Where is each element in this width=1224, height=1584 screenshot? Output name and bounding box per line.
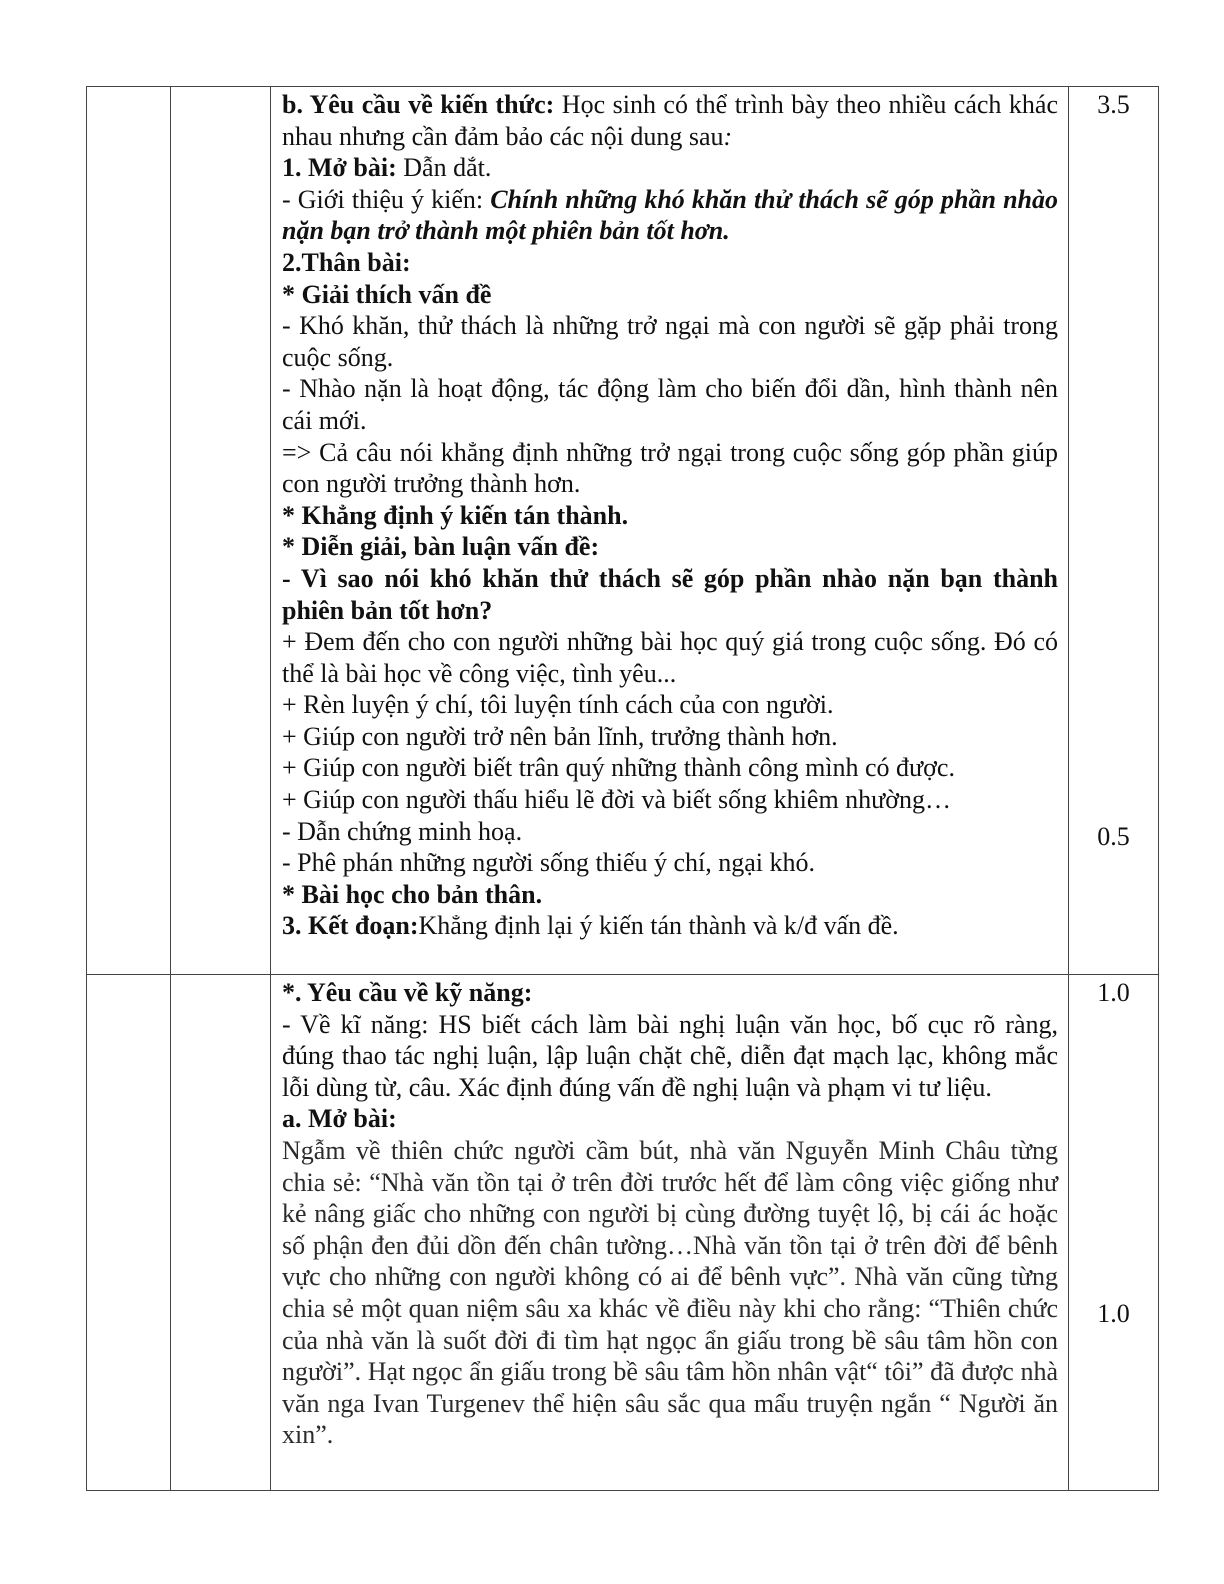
- score-cell: [1069, 87, 1159, 975]
- than-bai-heading: 2.Thân bài:: [282, 247, 411, 277]
- empty-cell: [171, 975, 271, 1491]
- ca-cau-line: => Cả câu nói khẳng định những trở ngại trong cuộc sống góp phần giúp con người trưởng thành hơn.: [282, 437, 1058, 499]
- phe-phan-line: - Phê phán những người sống thiếu ý chí, ngại khó.: [282, 848, 815, 878]
- skill-requirement-text: - Về kĩ năng: HS biết cách làm bài nghị luận văn học, bố cục rõ ràng, đúng thao tác nghị luận, lập luận chặt chẽ, diễn đạt mạch lạc, không mắc lỗi dùng từ, câu. Xác định đúng vấn đề nghị luận và phạm vi tư liệu.: [282, 1009, 1058, 1102]
- ket-doan-text: Khẳng định lại ý kiến tán thành và k/đ vấn đề.: [418, 911, 899, 941]
- dien-giai-heading: * Diễn giải, bàn luận vấn đề:: [282, 532, 600, 562]
- mo-bai-heading: a. Mở bài:: [282, 1104, 397, 1134]
- knowledge-label: b. Yêu cầu về kiến thức:: [282, 90, 555, 119]
- knowledge-colon: :: [723, 121, 733, 151]
- list-item: + Rèn luyện ý chí, tôi luyện tính cách của con người.: [282, 690, 834, 720]
- vi-sao-heading: - Vì sao nói khó khăn thử thách sẽ góp phần nhào nặn bạn thành phiên bản tốt hơn?: [282, 563, 1058, 625]
- gioi-thieu: [282, 184, 1058, 247]
- list-item: + Giúp con người biết trân quý những thành công mình có được.: [282, 753, 955, 783]
- khang-dinh-heading: * Khẳng định ý kiến tán thành.: [282, 500, 629, 530]
- ket-doan-label: 3. Kết đoạn:: [282, 911, 419, 941]
- ket-doan: [282, 910, 1058, 942]
- skill-requirement-heading: *. Yêu cầu về kỹ năng:: [282, 978, 533, 1007]
- kho-khan-line: - Khó khăn, thử thách là những trở ngại mà con người sẽ gặp phải trong cuộc sống.: [282, 311, 1058, 372]
- bai-hoc-heading: * Bài học cho bản thân.: [282, 879, 543, 909]
- mo-bai-paragraph: Ngẫm về thiên chức người cầm bút, nhà văn Nguyễn Minh Châu từng chia sẻ: “Nhà văn tồn tại ở trên đời trước hết để làm công việc giống như kẻ nâng giấc cho những con người bị cùng đường tuyệt lộ, bị cái ác hoặc số phận đen đủi dồn đến chân tường…Nhà văn tồn tại ở trên đời để bênh vực cho những con người không có ai để bênh vực”. Nhà văn cũng từng chia sẻ một quan niệm sâu xa khác về điều này khi cho rằng: “Thiên chức của nhà văn là suốt đời đi tìm hạt ngọc ẩn giấu trong bề sâu tâm hồn con người”. Hạt ngọc ẩn giấu trong bề sâu tâm hồn nhân vật“ tôi” đã được nhà văn nga Ivan Turgenev thể hiện sâu sắc qua mẩu truyện ngắn “ Người ăn xin”.: [282, 1135, 1058, 1450]
- score-value: 1.0: [1097, 1299, 1130, 1328]
- gioi-thieu-quote: Chính những khó khăn thử thách sẽ góp phần nhào nặn bạn trở thành một phiên bản tốt hơn.: [282, 184, 1058, 246]
- score-value: 1.0: [1097, 978, 1130, 1007]
- list-item: + Đem đến cho con người những bài học quý giá trong cuộc sống. Đó có thể là bài học về công việc, tình yêu...: [282, 627, 1058, 688]
- nhao-nan-line: - Nhào nặn là hoạt động, tác động làm cho biến đổi dần, hình thành nên cái mới.: [282, 374, 1058, 435]
- grading-table: [86, 86, 1159, 1491]
- knowledge-requirement: [282, 89, 1058, 152]
- score-value: 0.5: [1097, 822, 1130, 851]
- table-row: [87, 975, 1159, 1491]
- score-value: 3.5: [1097, 90, 1130, 119]
- mo-bai-label: 1. Mở bài:: [282, 153, 397, 183]
- empty-cell: [87, 87, 171, 975]
- mo-bai-text: Dẫn dắt.: [396, 153, 492, 183]
- empty-cell: [87, 975, 171, 1491]
- score-cell: [1069, 975, 1159, 1491]
- list-item: + Giúp con người trở nên bản lĩnh, trưởng thành hơn.: [282, 721, 838, 751]
- gioi-thieu-prefix: - Giới thiệu ý kiến:: [282, 184, 491, 214]
- dan-chung-line: - Dẫn chứng minh hoạ.: [282, 816, 523, 846]
- knowledge-text: Học sinh có thể trình bày theo nhiều cách khác nhau nhưng cần đảm bảo các nội dung sau: [282, 90, 1058, 151]
- list-item: + Giúp con người thấu hiểu lẽ đời và biết sống khiêm nhường…: [282, 785, 952, 815]
- content-cell: [271, 975, 1069, 1491]
- giai-thich-heading: * Giải thích vấn đề: [282, 279, 492, 309]
- empty-cell: [171, 87, 271, 975]
- table-row: [87, 87, 1159, 975]
- mo-bai: [282, 152, 1058, 184]
- content-cell: [271, 87, 1069, 975]
